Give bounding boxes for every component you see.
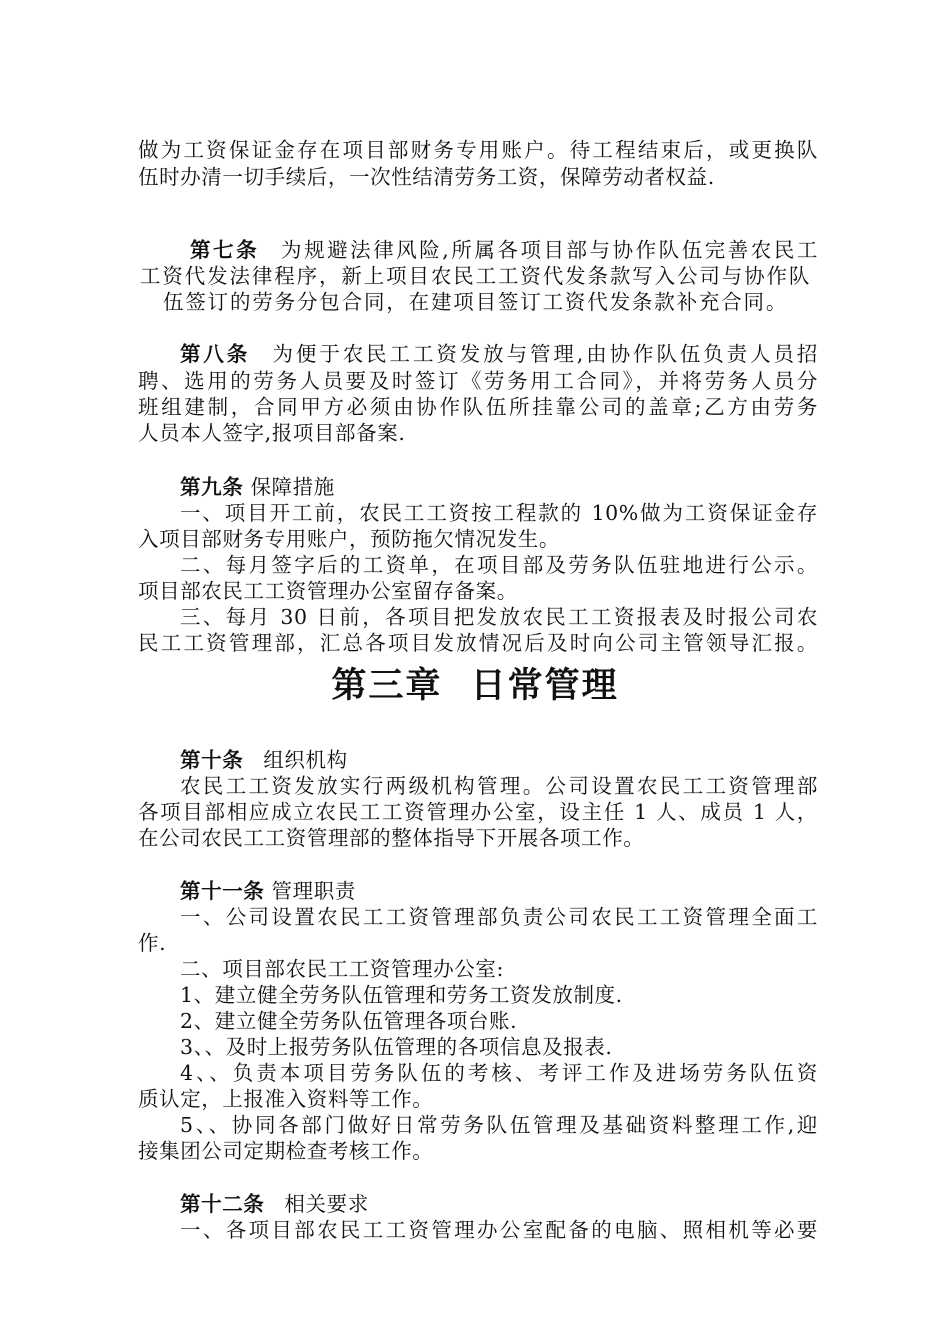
article-11-title: 第十一条 [180, 879, 265, 903]
article-11-line: 1、建立健全劳务队伍管理和劳务工资发放制度. [180, 983, 623, 1007]
article-11-line: 5、、协同各部门做好日常劳务队伍管理及基础资料整理工作,迎 [180, 1113, 818, 1137]
article-7-line: 伍签订的劳务分包合同，在建项目签订工资代发条款补充合同。 [163, 290, 787, 314]
article-8-title: 第八条 [180, 342, 251, 366]
article-9-line: 入项目部财务专用账户，预防拖欠情况发生。 [138, 527, 560, 551]
article-8-line: 聘、选用的劳务人员要及时签订《劳务用工合同》，并将劳务人员分 [138, 369, 818, 393]
article-11-line: 二、项目部农民工工资管理办公室: [180, 957, 505, 981]
chapter-heading: 第三章 日常管理 [331, 665, 619, 706]
article-10-line: 农民工工资发放实行两级机构管理。公司设置农民工工资管理部 [180, 774, 818, 798]
article-11-line: 4、、负责本项目劳务队伍的考核、考评工作及进场劳务队伍资 [180, 1061, 818, 1085]
article-10-heading [180, 746, 818, 774]
article-10-title: 第十条 [180, 748, 244, 772]
article-12-subtitle: 相关要求 [284, 1192, 369, 1216]
article-7-line: 工资代发法律程序，新上项目农民工工资代发条款写入公司与协作队 [140, 264, 810, 288]
article-12-line: 一、各项目部农民工工资管理办公室配备的电脑、照相机等必要 [180, 1218, 818, 1242]
article-11-line: 质认定，上报准入资料等工作。 [138, 1087, 434, 1111]
article-9-subtitle: 保障措施 [250, 475, 335, 499]
article-9-line: 民工工资管理部，汇总各项目发放情况后及时向公司主管领导汇报。 [138, 631, 818, 655]
article-11-subtitle: 管理职责 [271, 879, 356, 903]
article-12-heading [180, 1190, 818, 1218]
article-8-line [180, 340, 818, 368]
paragraph-line: 伍时办清一切手续后，一次性结清劳务工资，保障劳动者权益. [138, 165, 715, 189]
article-7-line [190, 236, 818, 264]
article-8-line: 班组建制，合同甲方必须由协作队伍所挂靠公司的盖章;乙方由劳务 [138, 395, 818, 419]
article-9-line: 三、每月 30 日前，各项目把发放农民工工资报表及时报公司农 [180, 605, 818, 629]
article-9-line: 一、项目开工前，农民工工资按工程款的 10%做为工资保证金存 [180, 501, 818, 525]
article-11-line: 2、建立健全劳务队伍管理各项台账. [180, 1009, 518, 1033]
article-10-line: 各项目部相应成立农民工工资管理办公室，设主任 1 人、成员 1 人， [138, 800, 818, 824]
article-10-line: 在公司农民工工资管理部的整体指导下开展各项工作。 [138, 826, 645, 850]
article-8-text: 为便于农民工工资发放与管理,由协作队伍负责人员招 [270, 342, 818, 366]
article-9-heading [180, 473, 818, 501]
article-11-line: 3、、及时上报劳务队伍管理的各项信息及报表. [180, 1035, 613, 1059]
article-11-line: 接集团公司定期检查考核工作。 [138, 1139, 434, 1163]
article-11-heading [180, 877, 818, 905]
article-9-line: 二、每月签字后的工资单，在项目部及劳务队伍驻地进行公示。 [180, 553, 818, 577]
article-11-line: 作. [138, 931, 167, 955]
article-9-line: 项目部农民工工资管理办公室留存备案。 [138, 579, 518, 603]
article-7-title: 第七条 [190, 238, 260, 262]
paragraph-line: 做为工资保证金存在项目部财务专用账户。待工程结束后，或更换队 [138, 138, 818, 162]
article-7-text: 为规避法律风险,所属各项目部与协作队伍完善农民工 [279, 238, 818, 262]
article-8-line: 人员本人签字,报项目部备案. [138, 421, 406, 445]
article-11-line: 一、公司设置农民工工资管理部负责公司农民工工资管理全面工 [180, 905, 818, 929]
article-10-subtitle: 组织机构 [263, 748, 348, 772]
article-12-title: 第十二条 [180, 1192, 265, 1216]
article-9-title: 第九条 [180, 475, 244, 499]
